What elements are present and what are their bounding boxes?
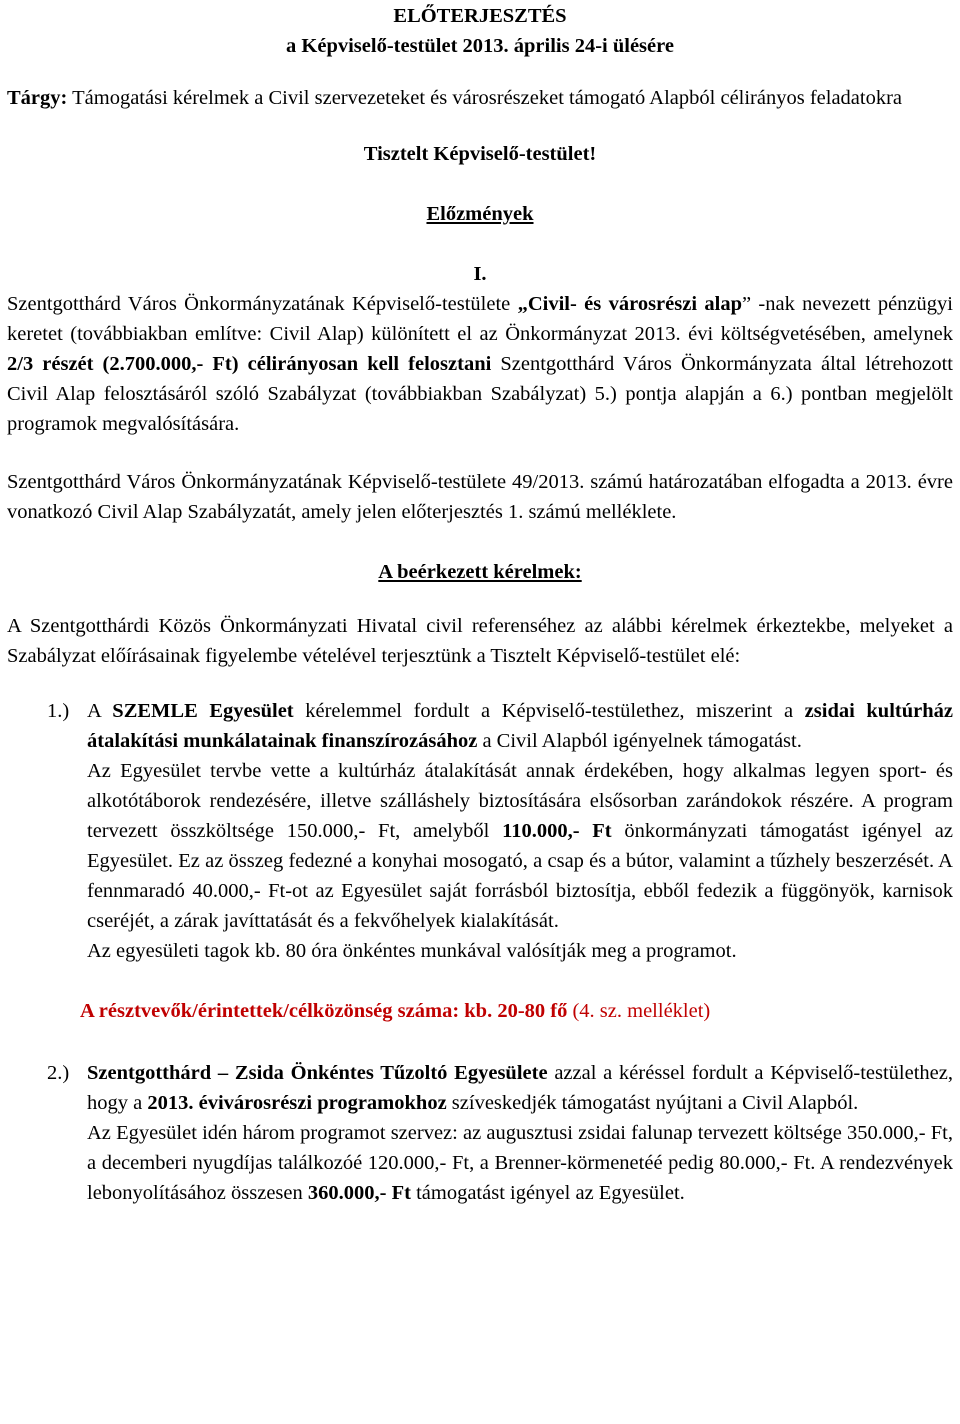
subject-paragraph xyxy=(7,83,953,113)
salutation: Tisztelt Képviselő-testület! xyxy=(363,143,597,165)
item1-p2-text-a: Az Egyesület tervbe vette a kultúrház átalakítását annak érdekében, hogy alkalmas legyen sport- és alkotótáborok rendezésére, illetve szálláshely biztosítására elsősorban zarándokok részére. A program tervezett összköltsége 150.000,- Ft, amelyből xyxy=(87,760,953,842)
item2-total-amount: 360.000,- Ft xyxy=(307,1182,411,1204)
item1-text-e: a Civil Alapból igényelnek támogatást. xyxy=(477,730,802,752)
item2-text-b: azzal a kéréssel fordult a Képviselő-testülethez, hogy a xyxy=(87,1062,953,1114)
requests-title: A beérkezett kérelmek: xyxy=(378,561,582,583)
participants-annex: (4. sz. melléklet) xyxy=(567,1000,711,1022)
item1-org-name: SZEMLE Egyesület xyxy=(112,700,294,722)
paragraph-civil-alap xyxy=(7,289,953,439)
list-item-number: 1.) xyxy=(47,700,70,722)
item2-org-name: Szentgotthárd – Zsida Önkéntes Tűzoltó Egyesülete xyxy=(87,1062,548,1084)
document-subtitle: a Képviselő-testület 2013. április 24-i ülésére xyxy=(286,35,674,57)
paragraph-requests-intro: A Szentgotthárdi Közös Önkormányzati Hivatal civil referenséhez az alábbi kérelmek érkeztekbe, melyeket a Szabályzat előírásainak figyelembe vételével terjesztünk a Tisztelt Képviselő-testület elé: xyxy=(7,615,953,667)
item1-text-a: A xyxy=(87,700,113,722)
item1-text-c: kérelemmel fordult a Képviselő-testülethez, miszerint a xyxy=(293,700,805,722)
document-page xyxy=(7,0,953,1208)
participants-line xyxy=(7,996,953,1026)
para1-text-a: Szentgotthárd Város Önkormányzatának Képviselő-testülete xyxy=(7,293,518,315)
item1-purpose: zsidai kultúrház átalakítási munkálatainak finanszírozásához xyxy=(87,700,953,752)
item1-paragraph-3: Az egyesületi tagok kb. 80 óra önkéntes munkával valósítják meg a programot. xyxy=(87,940,737,962)
para1-amount: 2/3 részét (2.700.000,- Ft) célirányosan kell felosztani xyxy=(7,353,492,375)
section-title-precedents: Előzmények xyxy=(426,203,534,225)
para1-text-c: ” -nak nevezett pénzügyi keretet (továbbiakban említve: Civil Alap) különített el az Önkormányzat 2013. évi költségvetésében, amelynek xyxy=(7,293,953,345)
document-title: ELŐTERJESZTÉS xyxy=(393,5,567,27)
list-item-number: 2.) xyxy=(47,1062,70,1084)
subject-text: Támogatási kérelmek a Civil szervezeteket és városrészeket támogató Alapból célirányos feladatokra xyxy=(72,87,903,109)
participants-count: A résztvevők/érintettek/célközönség száma: kb. 20-80 fő xyxy=(80,1000,568,1022)
item2-text-d: szíveskedjék támogatást nyújtani a Civil Alapból. xyxy=(446,1092,859,1114)
item1-requested-amount: 110.000,- Ft xyxy=(502,820,612,842)
item2-purpose: 2013. évivárosrészi programokhoz xyxy=(147,1092,447,1114)
item2-p2-text-c: támogatást igényel az Egyesület. xyxy=(410,1182,685,1204)
item1-paragraph-1 xyxy=(87,696,953,756)
list-item-1 xyxy=(7,696,953,966)
subject-label: Tárgy: xyxy=(7,87,68,109)
list-item-2 xyxy=(7,1058,953,1208)
item1-p2-text-c: önkormányzati támogatást igényel az Egyesület. Ez az összeg fedezné a konyhai mosogató, a csap és a bútor, valamint a tűzhely beszerzését. A fennmaradó 40.000,- Ft-ot az Egyesület saját forrásból biztosítja, ebből fedezik a függönyök, karnisok cseréjét, a zárak javíttatását és a fekvőhelyek kialakítását. xyxy=(87,820,953,932)
paragraph-resolution: Szentgotthárd Város Önkormányzatának Képviselő-testülete 49/2013. számú határozatában elfogadta a 2013. évre vonatkozó Civil Alap Szabályzatát, amely jelen előterjesztés 1. számú melléklete. xyxy=(7,471,953,523)
item2-paragraph-2 xyxy=(87,1118,953,1208)
item1-paragraph-2 xyxy=(87,756,953,936)
item2-p2-text-a: Az Egyesület idén három programot szervez: az augusztusi zsidai falunap tervezett költsége 350.000,- Ft, a decemberi nyugdíjas találkozóé 120.000,- Ft, a Brenner-körmenetéé pedig 80.000,- Ft. A rendezvények lebonyolításához összesen xyxy=(87,1122,953,1204)
item2-paragraph-1 xyxy=(87,1058,953,1118)
para1-fund-name: „Civil- és városrészi alap xyxy=(517,293,742,315)
roman-numeral-heading: I. xyxy=(473,263,487,285)
para1-text-e: Szentgotthárd Város Önkormányzata által létrehozott Civil Alap felosztásáról szóló Szabályzat (továbbiakban Szabályzat) 5.) pontja alapján a 6.) pontban megjelölt programok megvalósítására. xyxy=(7,353,953,435)
